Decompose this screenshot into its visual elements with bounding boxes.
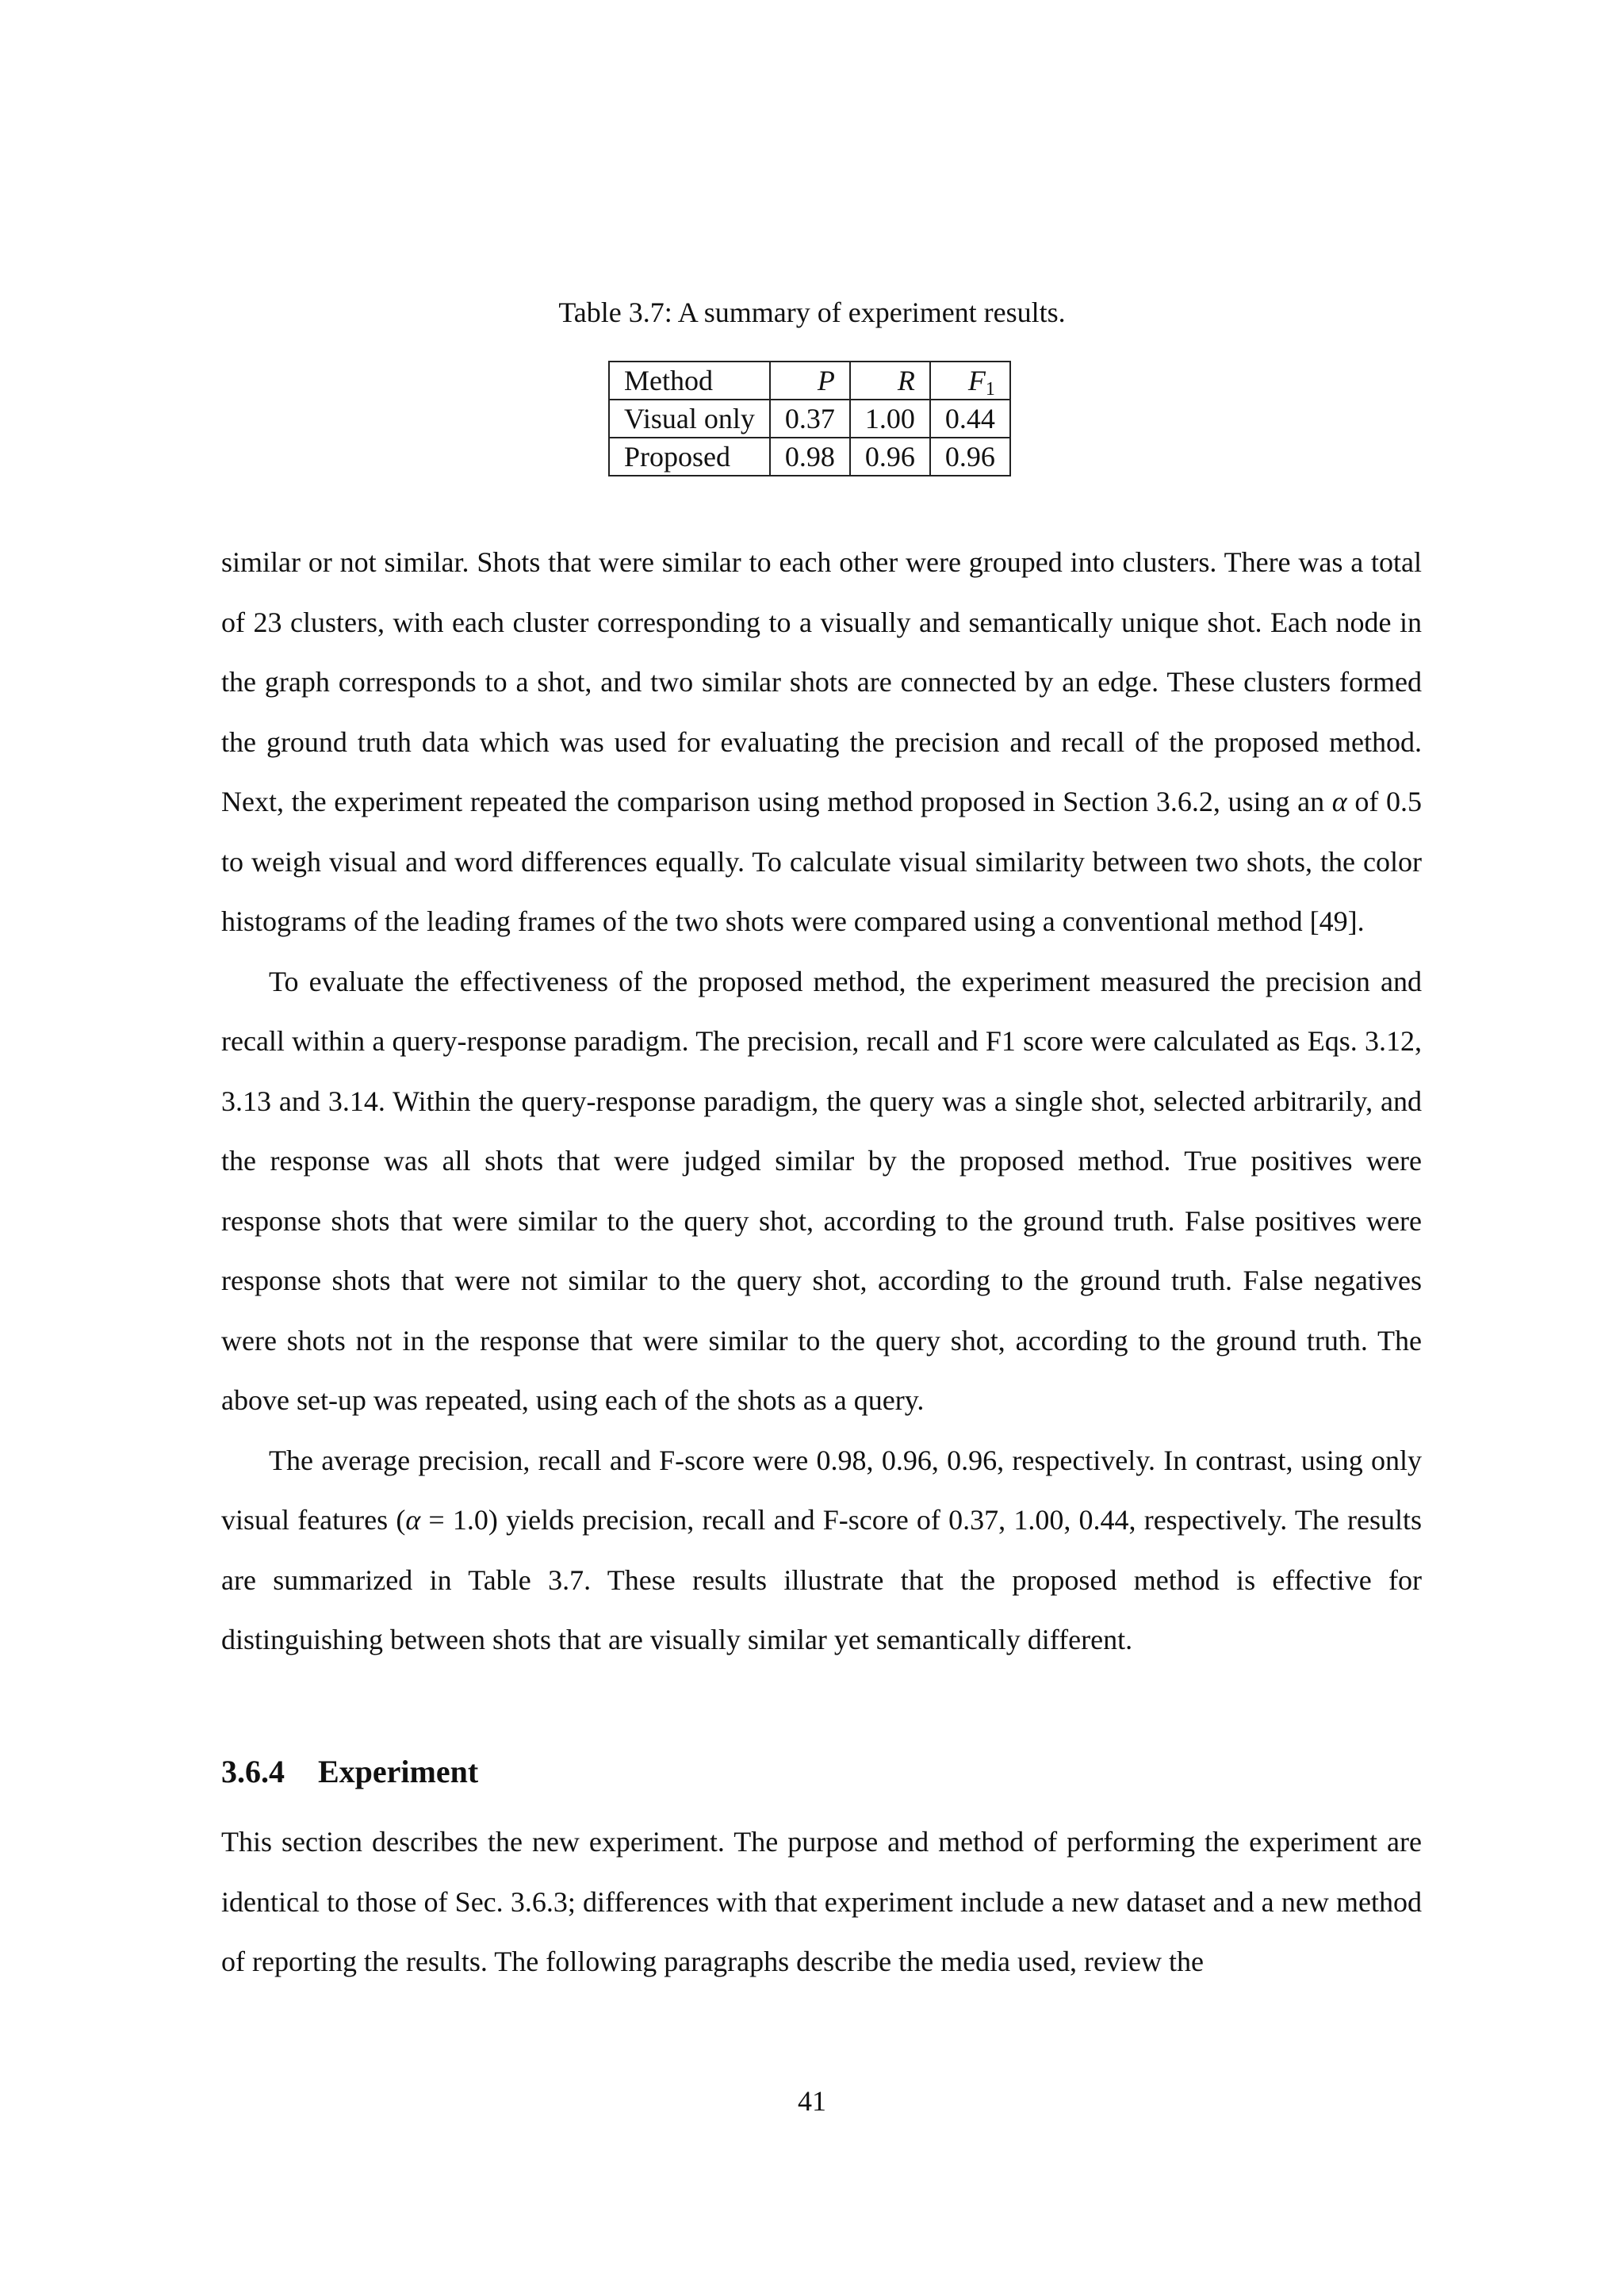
table-caption: Table 3.7: A summary of experiment results. (558, 297, 1066, 328)
paragraph-3 (221, 1431, 1422, 1670)
header-f1 (930, 362, 1010, 400)
header-precision: P (770, 362, 850, 400)
header-recall: R (850, 362, 930, 400)
table-row (609, 438, 1010, 476)
section-number: 3.6.4 (221, 1754, 285, 1789)
paragraph-1 (221, 533, 1422, 952)
table-row (609, 400, 1010, 438)
body-text-lower (221, 1812, 1422, 1992)
cell-precision: 0.98 (770, 438, 850, 476)
paragraph-3-part-b: = 1.0) yields precision, recall and F-score of 0.37, 1.00, 0.44, respectively. The results are summarized in Table 3.7. These results illustrate that the proposed method is effective for distinguishing between shots that are visually similar yet semantically different. (221, 1504, 1422, 1655)
body-text-upper (221, 533, 1422, 1670)
paragraph-1-part-b: of 0.5 to weigh visual and word differences equally. To calculate visual similarity between two shots, the color histograms of the leading frames of the two shots were compared using a conventional method [49]. (221, 786, 1422, 937)
header-f1-subscript: 1 (985, 379, 995, 400)
cell-precision: 0.37 (770, 400, 850, 438)
header-f1-letter: F (967, 365, 986, 396)
paragraph-3-part-a: The average precision, recall and F-score were 0.98, 0.96, 0.96, respectively. In contrast, using only visual features ( (221, 1444, 1422, 1536)
paragraph-4: This section describes the new experiment. The purpose and method of performing the experiment are identical to those of Sec. 3.6.3; differences with that experiment include a new dataset and a new method of reporting the results. The following paragraphs describe the media used, review the (221, 1826, 1422, 1977)
cell-f1: 0.96 (930, 438, 1010, 476)
section-heading (221, 1752, 478, 1792)
alpha-symbol: α (1331, 786, 1347, 817)
header-method: Method (609, 362, 770, 400)
cell-method: Visual only (609, 400, 770, 438)
cell-recall: 1.00 (850, 400, 930, 438)
paragraph-2: To evaluate the effectiveness of the proposed method, the experiment measured the precision and recall within a query-response paradigm. The precision, recall and F1 score were calculated as Eqs. 3.12, 3.13 and 3.14. Within the query-response paradigm, the query was a single shot, selected arbitrarily, and the response was all shots that were judged similar by the proposed method. True positives were response shots that were similar to the query shot, according to the ground truth. False positives were response shots that were not similar to the query shot, according to the ground truth. False negatives were shots not in the response that were similar to the query shot, according to the ground truth. The above set-up was repeated, using each of the shots as a query. (221, 965, 1422, 1416)
section-title: Experiment (318, 1754, 479, 1789)
cell-f1: 0.44 (930, 400, 1010, 438)
paragraph-1-part-a: similar or not similar. Shots that were similar to each other were grouped into clusters. There was a total of 23 clusters, with each cluster corresponding to a visually and semantically unique shot. Each node in the graph corresponds to a shot, and two similar shots are connected by an edge. These clusters formed the ground truth data which was used for evaluating the precision and recall of the proposed method. Next, the experiment repeated the comparison using method proposed in Section 3.6.2, using an (221, 546, 1422, 817)
alpha-symbol: α (405, 1504, 421, 1536)
cell-method: Proposed (609, 438, 770, 476)
page-number: 41 (798, 2085, 826, 2117)
results-table (608, 361, 1011, 476)
table-header-row (609, 362, 1010, 400)
cell-recall: 0.96 (850, 438, 930, 476)
